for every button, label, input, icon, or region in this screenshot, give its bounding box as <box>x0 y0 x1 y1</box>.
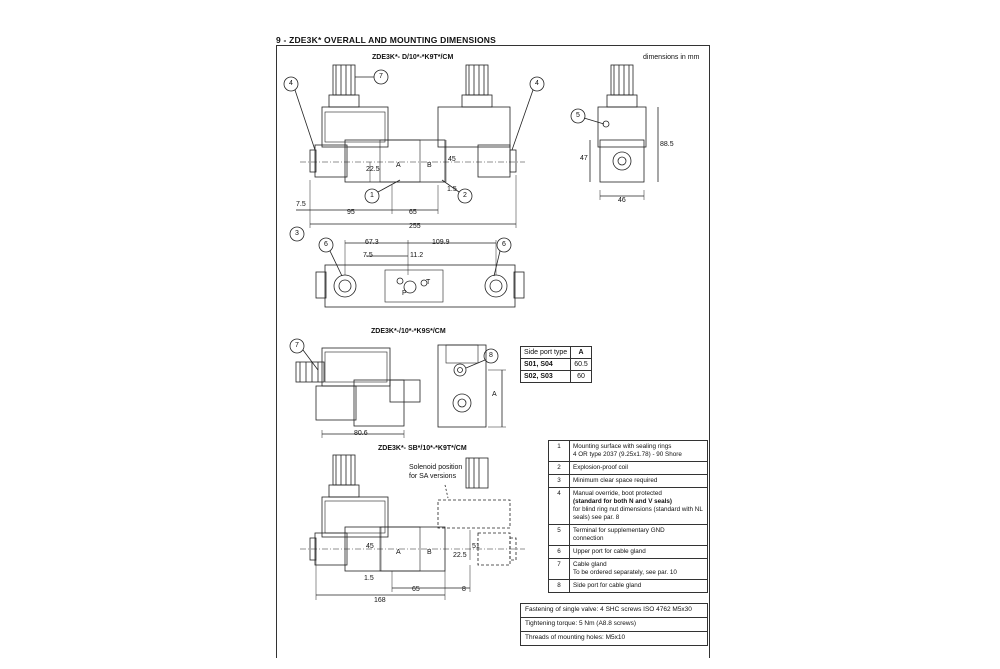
legend-line: Terminal for supplementary GND <box>573 527 665 534</box>
callout-6: 6 <box>324 241 328 248</box>
legend-number: 7 <box>549 559 570 580</box>
callout-2: 2 <box>463 192 467 199</box>
dim-7-5: 7.5 <box>296 201 306 208</box>
dim-255: 255 <box>409 223 421 230</box>
legend-row <box>549 525 708 546</box>
dim-47: 47 <box>580 155 588 162</box>
dim-1-5b: 1.5 <box>364 575 374 582</box>
legend-line: Mounting surface with sealing rings <box>573 443 672 450</box>
dim-a: A <box>492 391 497 398</box>
legend-number: 3 <box>549 475 570 488</box>
dim-45b: 45 <box>366 543 374 550</box>
port-row-value: 60 <box>571 371 592 383</box>
view1-title: ZDE3K*- D/10*-*K9T*/CM <box>372 54 454 61</box>
dim-46: 46 <box>618 197 626 204</box>
legend-number: 8 <box>549 580 570 593</box>
view2-title: ZDE3K*-/10*-*K9S*/CM <box>371 328 446 335</box>
legend-text <box>570 525 708 546</box>
legend-number: 1 <box>549 441 570 462</box>
port-header-a: A <box>571 347 592 359</box>
callout-4b: 4 <box>535 80 539 87</box>
legend-line: for blind ring nut dimensions (standard with NL seals) see par. 8 <box>573 506 703 521</box>
callout-7: 7 <box>379 73 383 80</box>
legend-text: Upper port for cable gland <box>570 546 708 559</box>
view1-side <box>571 65 658 200</box>
legend-line: connection <box>573 535 604 542</box>
legend-row <box>549 546 708 559</box>
legend-text: Minimum clear space required <box>570 475 708 488</box>
dim-67-3: 67.3 <box>365 239 379 246</box>
dim-65: 65 <box>409 209 417 216</box>
dim-88-5: 88.5 <box>660 141 674 148</box>
view3-title: ZDE3K*- SB*/10*-*K9T*/CM <box>378 445 467 452</box>
callout-1: 1 <box>370 192 374 199</box>
legend-number: 2 <box>549 462 570 475</box>
legend-bold: (standard for both N and V seals) <box>573 498 673 505</box>
dim-1-5: 1.5 <box>447 186 457 193</box>
port-a2: A <box>396 549 401 556</box>
legend-row <box>549 475 708 488</box>
dim-8: 8 <box>462 586 466 593</box>
units-note: dimensions in mm <box>643 54 700 61</box>
legend-line: Manual override, boot protected <box>573 490 662 497</box>
legend-text: Side port for cable gland <box>570 580 708 593</box>
callout-5: 5 <box>576 112 580 119</box>
solenoid-note-line1: Solenoid position <box>409 464 463 471</box>
legend-text <box>570 559 708 580</box>
legend-row <box>549 488 708 525</box>
legend-text <box>570 488 708 525</box>
dim-7-5b: 7.5 <box>363 252 373 259</box>
port-row-value: 60.5 <box>571 359 592 371</box>
dim-65b: 65 <box>412 586 420 593</box>
legend-text: Explosion-proof coil <box>570 462 708 475</box>
dim-11-2: 11.2 <box>410 252 424 259</box>
port-row-type: S02, S03 <box>521 371 571 383</box>
callout-4: 4 <box>289 80 293 87</box>
legend-number: 5 <box>549 525 570 546</box>
legend-row <box>549 441 708 462</box>
port-p: P <box>402 290 407 297</box>
callout-8: 8 <box>489 352 493 359</box>
legend-line: Cable gland <box>573 561 607 568</box>
view2 <box>290 339 506 438</box>
dim-168: 168 <box>374 597 386 604</box>
dim-109-9: 109.9 <box>432 239 450 246</box>
legend-number: 4 <box>549 488 570 525</box>
view1-top <box>316 238 524 307</box>
dim-51: 51 <box>472 543 480 550</box>
legend-line: 4 OR type 2037 (9.25x1.78) - 90 Shore <box>573 451 682 458</box>
legend-row <box>549 580 708 593</box>
note-threads: Threads of mounting holes: M5x10 <box>520 631 708 646</box>
fastening-notes <box>520 603 708 646</box>
legend-table <box>548 440 708 593</box>
port-b: B <box>427 162 432 169</box>
dim-80-6: 80.6 <box>354 430 368 437</box>
legend-text <box>570 441 708 462</box>
solenoid-note-line2: for SA versions <box>409 473 457 480</box>
callout-6b: 6 <box>502 241 506 248</box>
callout-3: 3 <box>295 230 299 237</box>
port-b2: B <box>427 549 432 556</box>
port-row-type: S01, S04 <box>521 359 571 371</box>
dim-45: 45 <box>448 156 456 163</box>
legend-row <box>549 559 708 580</box>
legend-row <box>549 462 708 475</box>
dim-95: 95 <box>347 209 355 216</box>
legend-number: 6 <box>549 546 570 559</box>
dim-22-5: 22.5 <box>366 166 380 173</box>
port-header-type: Side port type <box>521 347 571 359</box>
page-title: 9 - ZDE3K* OVERALL AND MOUNTING DIMENSIONS <box>276 35 496 45</box>
port-t: T <box>426 279 431 286</box>
note-torque: Tightening torque: 5 Nm (A8.8 screws) <box>520 617 708 631</box>
dim-22-5b: 22.5 <box>453 552 467 559</box>
callout-7b: 7 <box>295 342 299 349</box>
legend-line: To be ordered separately, see par. 10 <box>573 569 677 576</box>
note-fastening: Fastening of single valve: 4 SHC screws ISO 4762 M5x30 <box>520 603 708 617</box>
side-port-table <box>520 346 592 383</box>
port-a: A <box>396 162 401 169</box>
